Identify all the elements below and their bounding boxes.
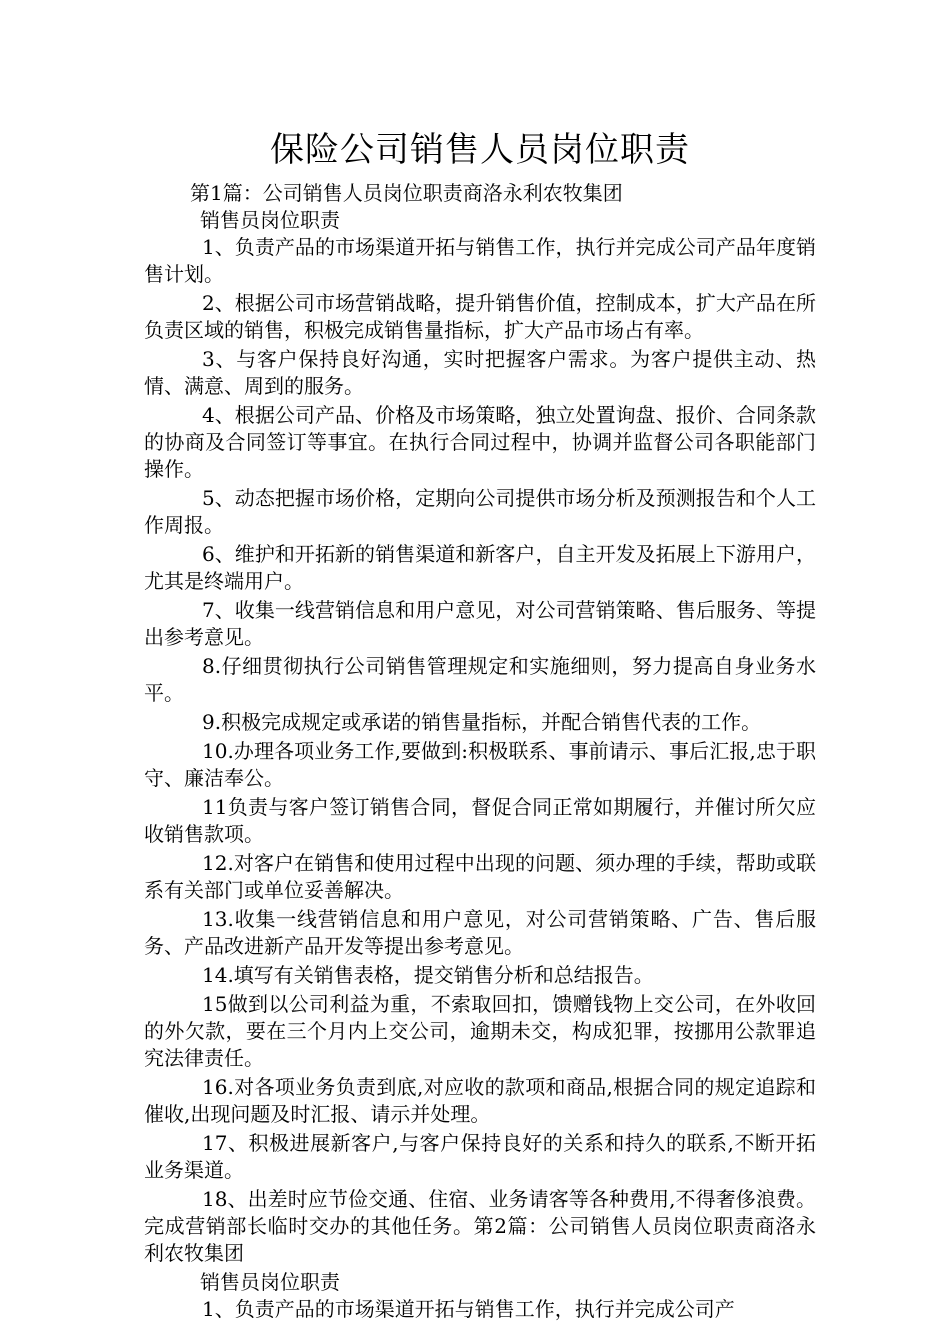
paragraph: 4、根据公司产品、价格及市场策略，独立处置询盘、报价、合同条款的协商及合同签订等事宜。在执行合同过程中，协调并监督公司各职能部门操作。 xyxy=(144,403,816,481)
paragraph: 13.收集一线营销信息和用户意见，对公司营销策略、广告、售后服务、产品改进新产品开发等提出参考意见。 xyxy=(144,907,816,958)
paragraph: 3、与客户保持良好沟通，实时把握客户需求。为客户提供主动、热情、满意、周到的服务。 xyxy=(144,347,816,398)
paragraph: 2、根据公司市场营销战略，提升销售价值，控制成本，扩大产品在所负责区域的销售，积极完成销售量指标，扩大产品市场占有率。 xyxy=(144,291,816,342)
section-heading: 第1篇：公司销售人员岗位职责商洛永利农牧集团 xyxy=(190,181,623,205)
subheading: 销售员岗位职责 xyxy=(200,208,340,232)
paragraph: 8.仔细贯彻执行公司销售管理规定和实施细则，努力提高自身业务水平。 xyxy=(144,654,816,705)
paragraph: 1、负责产品的市场渠道开拓与销售工作，执行并完成公司产品年度销售计划。 xyxy=(144,235,816,286)
paragraph: 10.办理各项业务工作,要做到:积极联系、事前请示、事后汇报,忠于职守、廉洁奉公。 xyxy=(144,739,816,790)
paragraph: 12.对客户在销售和使用过程中出现的问题、须办理的手续，帮助或联系有关部门或单位妥善解决。 xyxy=(144,851,816,902)
document-title: 保险公司销售人员岗位职责 xyxy=(270,130,690,170)
paragraph: 7、收集一线营销信息和用户意见，对公司营销策略、售后服务、等提出参考意见。 xyxy=(144,598,816,649)
paragraph: 6、维护和开拓新的销售渠道和新客户，自主开发及拓展上下游用户，尤其是终端用户。 xyxy=(144,542,816,593)
paragraph: 15做到以公司利益为重，不索取回扣，馈赠钱物上交公司，在外收回的外欠款，要在三个月内上交公司，逾期未交，构成犯罪，按挪用公款罪追究法律责任。 xyxy=(144,992,816,1070)
paragraph: 18、出差时应节俭交通、住宿、业务请客等各种费用,不得奢侈浪费。完成营销部长临时交办的其他任务。第2篇：公司销售人员岗位职责商洛永利农牧集团 xyxy=(144,1187,816,1265)
subheading: 销售员岗位职责 xyxy=(200,1270,340,1294)
paragraph: 17、积极进展新客户,与客户保持良好的关系和持久的联系,不断开拓业务渠道。 xyxy=(144,1131,816,1182)
paragraph: 5、动态把握市场价格，定期向公司提供市场分析及预测报告和个人工作周报。 xyxy=(144,486,816,537)
paragraph: 14.填写有关销售表格，提交销售分析和总结报告。 xyxy=(202,963,654,987)
paragraph: 1、负责产品的市场渠道开拓与销售工作，执行并完成公司产 xyxy=(202,1297,735,1321)
paragraph: 9.积极完成规定或承诺的销售量指标，并配合销售代表的工作。 xyxy=(202,710,762,734)
document-page xyxy=(144,126,816,1325)
paragraph: 16.对各项业务负责到底,对应收的款项和商品,根据合同的规定追踪和催收,出现问题及时汇报、请示并处理。 xyxy=(144,1075,816,1126)
paragraph: 11负责与客户签订销售合同，督促合同正常如期履行，并催讨所欠应收销售款项。 xyxy=(144,795,816,846)
